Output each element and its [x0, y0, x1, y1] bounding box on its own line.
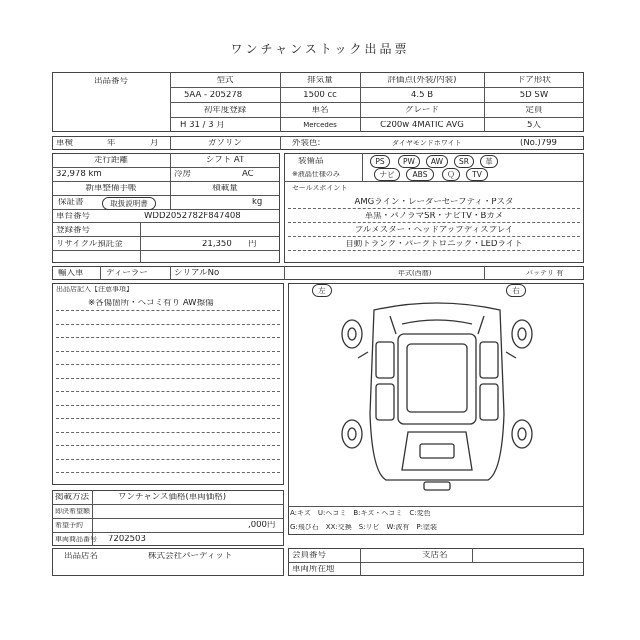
dealer-label: ディーラー [106, 269, 148, 278]
notes-header: 出品店記入【注意事項】 [56, 286, 133, 293]
inspection-year-label: 年 [107, 139, 116, 148]
notes-rule [56, 445, 280, 446]
left-side-label: 左 [312, 284, 332, 297]
member-label: 車両商品番号 [55, 536, 97, 543]
sales-point-4: 自動トランク・パークトロニック・LEDライト [345, 240, 523, 249]
notes-rule [56, 459, 280, 460]
notes-rule [56, 432, 280, 433]
equipment-label: 装備品 [298, 157, 324, 166]
method-label: 掲載方法 [55, 493, 90, 502]
damage-legend-2: G:飛び石 XX:交換 S:リビ W:波有 P:塗装 [290, 524, 437, 531]
notes-rule [56, 391, 280, 392]
car-diagram [312, 294, 562, 494]
recycle-label: リサイクル預託金 [56, 240, 123, 249]
maker-label: 車名 [311, 106, 329, 115]
page-title: ワンチャンストック出品票 [230, 42, 410, 56]
grade-value: C200w 4MATIC AVG [380, 121, 464, 130]
model-value: 5AA - 205278 [184, 91, 243, 100]
leather-oval: 革 [480, 155, 498, 168]
first-reg-value: H 31 / 3 月 [180, 121, 225, 130]
ac-value: AC [242, 170, 254, 179]
capacity-label: 定員 [525, 106, 543, 115]
damage-legend-1: A:キズ U:ヘコミ B:キズ・ヘコミ C:変色 [290, 510, 431, 517]
notes-rule [56, 337, 280, 338]
color-label: 外装色: [292, 139, 321, 148]
sales-point-2: 革黒・パノラマSR・ナビTV・Bカメ [364, 212, 504, 221]
auction-sheet [52, 72, 584, 588]
displacement-value: 1500 cc [303, 91, 337, 100]
recycle-value: 21,350 [202, 240, 232, 249]
ps-oval: PS [370, 155, 390, 168]
first-reg-label: 初年度登録 [203, 106, 247, 115]
model-label: 型式 [216, 76, 234, 85]
notes-rule [56, 364, 280, 365]
warranty-book: 保証書 [58, 198, 84, 207]
notes-rule [56, 324, 280, 325]
branch-label: 支店名 [422, 551, 448, 560]
membership-label: 会員番号 [292, 551, 327, 560]
shop-label: 出品店名 [64, 552, 99, 561]
notes-rule [56, 405, 280, 406]
load-unit: kg [252, 198, 263, 207]
ac-label: 冷房 [174, 170, 192, 179]
tv-oval: TV [466, 168, 488, 181]
sr-oval: SR [454, 155, 474, 168]
method-value: ワンチャンス価格(車両価格) [118, 493, 227, 502]
door-label: ドア形状 [517, 76, 551, 85]
capacity-value: 5人 [527, 121, 541, 130]
shop-value: 株式会社パーディット [148, 552, 233, 561]
location-label: 車両所在地 [292, 565, 335, 574]
navi-oval: ナビ [374, 168, 400, 181]
serial-label: シリアルNo [174, 269, 220, 278]
member-value: 7202503 [108, 535, 146, 544]
q-oval: Ｑ [442, 168, 460, 181]
inspection-label: 車検 [56, 139, 74, 148]
sales-point-1: AMGライン・レーダーセーフティ・Pスタ [354, 198, 514, 207]
right-side-label: 右 [506, 284, 526, 297]
pw-oval: PW [398, 155, 420, 168]
equipment-note: ※液晶仕様のみ [292, 171, 340, 178]
grade-label: グレード [404, 106, 439, 115]
recycle-unit: 円 [248, 240, 257, 249]
reg-label: 登録番号 [56, 226, 91, 235]
door-value: 5D SW [519, 91, 549, 100]
displacement-label: 排気量 [307, 76, 333, 85]
lot-label: 出品番号 [93, 77, 128, 86]
start-label: 即決希望額 [55, 508, 90, 515]
color-value: ダイヤモンドホワイト [392, 140, 462, 147]
abs-oval: ABS [406, 168, 434, 181]
notes-rule [56, 378, 280, 379]
maker-value: Mercedes [303, 122, 337, 129]
battery-label: バッテリ 有 [526, 270, 564, 277]
mileage-label: 走行距離 [93, 156, 128, 165]
year-check-label: 年式(西暦) [398, 270, 432, 277]
notes-line-1: ※各傷箇所・ヘコミ有り AW擦傷 [88, 299, 214, 308]
reserve-unit: ,000円 [248, 521, 276, 530]
notes-rule [56, 418, 280, 419]
fuel-value: ガソリン [207, 139, 242, 148]
reserve-label: 希望予約 [55, 522, 83, 529]
import-label: 輸入車 [58, 269, 84, 278]
notes-rule [56, 472, 280, 473]
chassis-value: WDD2052782F847408 [144, 212, 241, 221]
sales-points-label: セールスポイント [292, 185, 348, 192]
chassis-label: 車台番号 [56, 212, 91, 221]
sales-point-3: ブルメスター・ヘッドアップディスプレイ [354, 226, 514, 235]
shift-label: シフト AT [205, 156, 245, 165]
mileage-value: 32,978 km [56, 170, 102, 179]
notes-rule [56, 351, 280, 352]
notes-box [52, 283, 284, 485]
color-number: (No.)799 [520, 139, 557, 148]
score-value: 4.5 B [410, 91, 434, 100]
aw-oval: AW [426, 155, 448, 168]
score-label: 評価点(外装/内装) [387, 76, 457, 85]
notes-rule [56, 310, 280, 311]
load-label: 積載量 [212, 184, 238, 193]
inspection-month-label: 月 [150, 139, 159, 148]
warranty-label: 新車整備手帳 [85, 184, 137, 193]
manual-oval: 取扱説明書 [102, 197, 156, 210]
